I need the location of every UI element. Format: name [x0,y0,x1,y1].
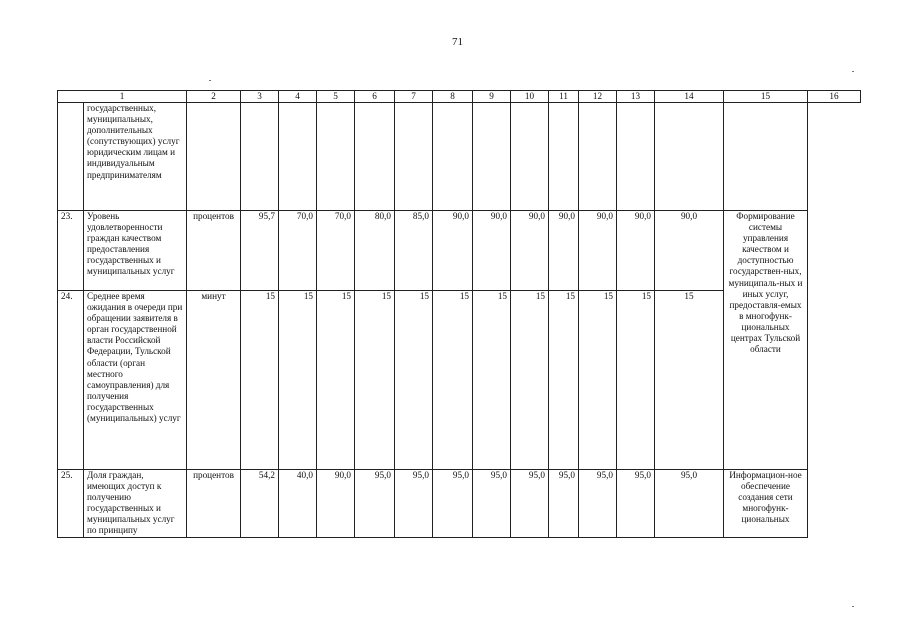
value-cell: 95,0 [579,470,617,538]
value-cell: 15 [511,291,549,470]
header-col-13: 13 [617,91,655,103]
indicators-table [57,90,861,538]
value-cell: 95,0 [395,470,433,538]
value-cell: 15 [473,291,511,470]
unit-cell: минут [187,291,241,470]
indicator-name: Уровень удовлетворенности граждан качеством предоставления государственных и муниципальных услуг [84,211,187,291]
value-cell: 95,0 [617,470,655,538]
row-number: 25. [58,470,84,538]
header-col-10: 10 [511,91,549,103]
value-cell: 15 [579,291,617,470]
header-col-8: 8 [433,91,473,103]
value-cell: 90,0 [579,211,617,291]
value-cell: 90,0 [433,211,473,291]
row-number [58,103,84,211]
value-cell: 95,0 [655,470,724,538]
value-cell: 95,0 [549,470,579,538]
page-number: 71 [452,36,463,48]
header-col-6: 6 [355,91,395,103]
value-cell: 85,0 [395,211,433,291]
header-col-15: 15 [724,91,808,103]
value-cell: 90,0 [617,211,655,291]
row-number: 23. [58,211,84,291]
header-row [58,91,861,103]
header-col-5: 5 [317,91,355,103]
value-cell: 15 [617,291,655,470]
header-col-9: 9 [473,91,511,103]
value-cell: 15 [241,291,279,470]
value-cell: 90,0 [511,211,549,291]
unit-cell: процентов [187,211,241,291]
unit-cell: процентов [187,470,241,538]
indicator-name: государственных, муниципальных, дополнительных (сопутствующих) услуг юридическим лицам и индивидуальным предпринимателям [84,103,187,211]
header-col-7: 7 [395,91,433,103]
value-cell: 15 [549,291,579,470]
value-cell: 15 [395,291,433,470]
value-cell: 95,0 [433,470,473,538]
row-number: 24. [58,291,84,470]
value-cell: 15 [279,291,317,470]
value-cell: 95,7 [241,211,279,291]
program-note: Формирование системы управления качеством и доступностью государствен-ных, муниципаль-ных и иных услуг, предоставля-емых в многофунк-циональных центрах Тульской области [724,211,808,470]
header-col-1: 1 [58,91,187,103]
scan-speck [852,606,854,607]
indicator-name: Среднее время ожидания в очереди при обращении заявителя в орган государственной власти Российской Федерации, Тульской области (орган местного самоуправления) для получения государственных (муниципальных) услуг [84,291,187,470]
table-row [58,103,861,211]
header-col-3: 3 [241,91,279,103]
header-col-2: 2 [187,91,241,103]
header-col-16: 16 [808,91,861,103]
value-cell: 95,0 [473,470,511,538]
value-cell: 15 [433,291,473,470]
value-cell: 15 [355,291,395,470]
value-cell: 15 [655,291,724,470]
value-cell: 70,0 [279,211,317,291]
table-row [58,211,861,291]
value-cell: 90,0 [473,211,511,291]
scan-speck [209,80,211,81]
value-cell: 70,0 [317,211,355,291]
program-note: Информацион-ное обеспечение создания сети многофунк-циональных [724,470,808,538]
header-col-11: 11 [549,91,579,103]
value-cell: 80,0 [355,211,395,291]
header-col-12: 12 [579,91,617,103]
value-cell: 90,0 [549,211,579,291]
indicator-name: Доля граждан, имеющих доступ к получению государственных и муниципальных услуг по принципу [84,470,187,538]
value-cell: 95,0 [355,470,395,538]
value-cell: 95,0 [511,470,549,538]
value-cell: 15 [317,291,355,470]
value-cell: 90,0 [655,211,724,291]
value-cell: 40,0 [279,470,317,538]
value-cell: 90,0 [317,470,355,538]
indicators-table-container [57,90,861,538]
value-cell: 54,2 [241,470,279,538]
table-row [58,470,861,538]
scan-speck [852,71,854,72]
header-col-4: 4 [279,91,317,103]
header-col-14: 14 [655,91,724,103]
